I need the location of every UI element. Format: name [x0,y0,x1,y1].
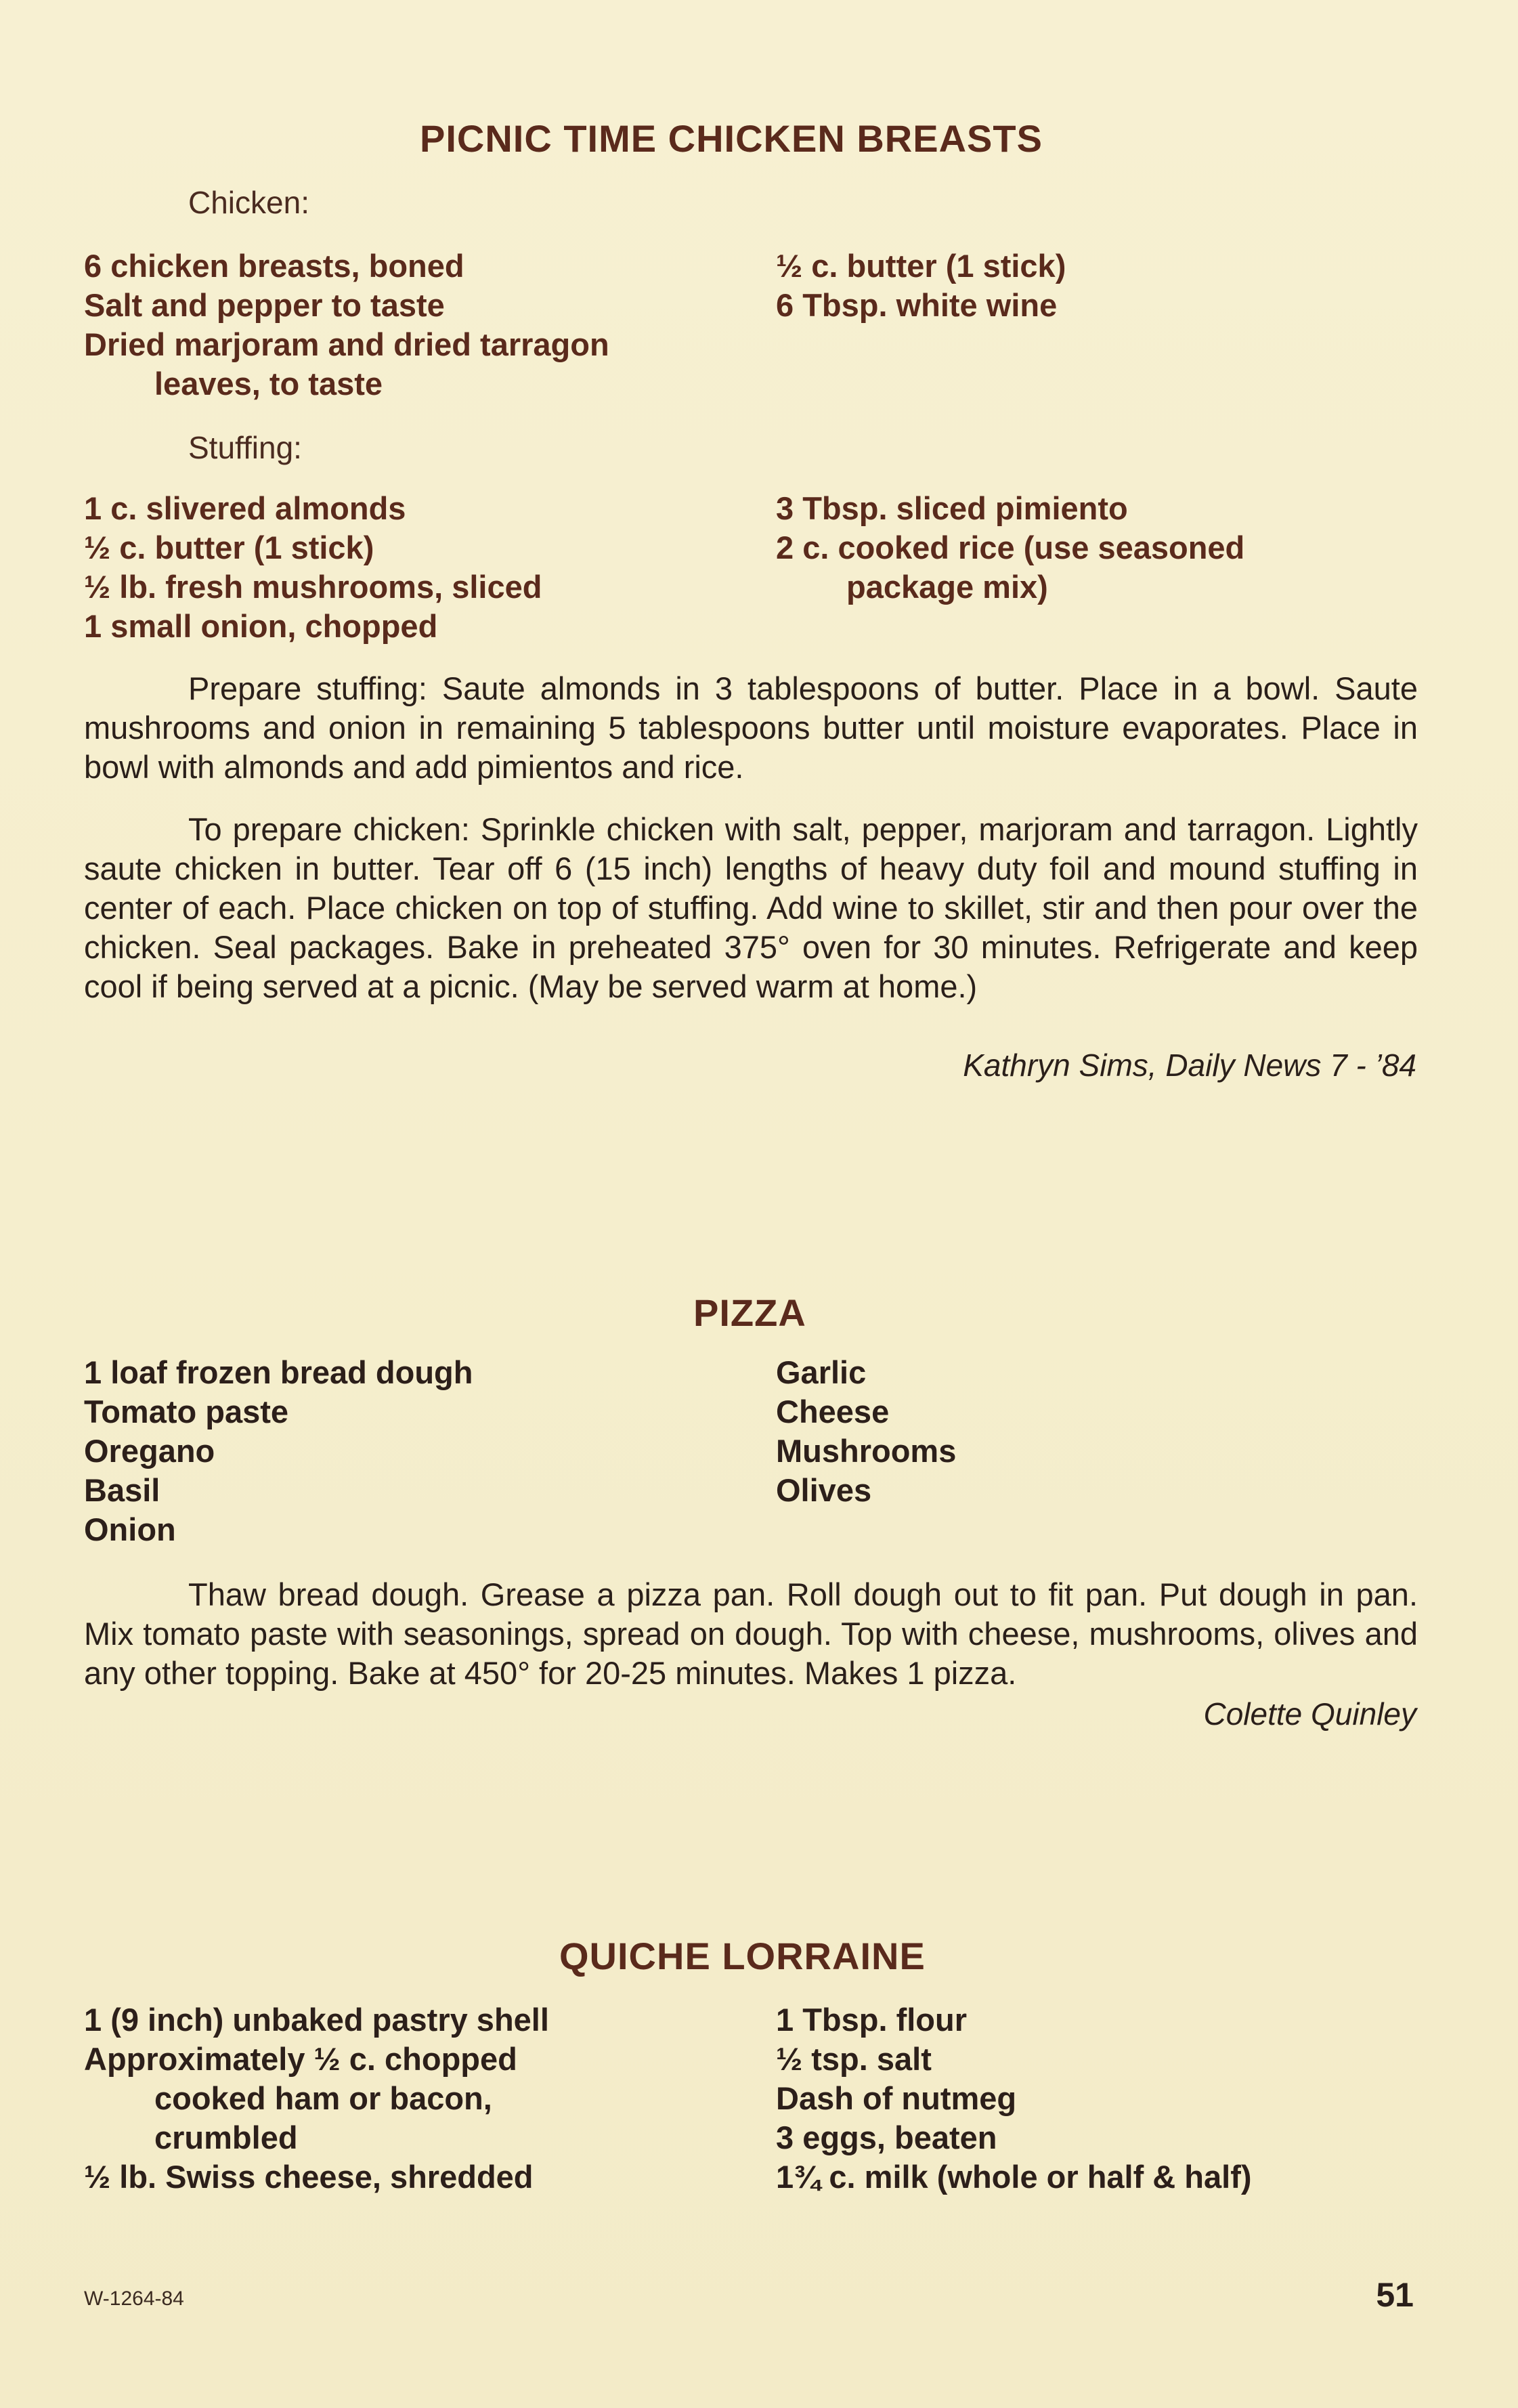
ingredient-item: Dried marjoram and dried tarragon [84,326,609,362]
recipe-title: PICNIC TIME CHICKEN BREASTS [420,117,1043,160]
quiche-ingredients-right [776,2000,1252,2197]
ingredient-item: cooked ham or bacon, [154,2080,492,2116]
recipe-title: QUICHE LORRAINE [559,1935,926,1977]
ingredient-item: package mix) [846,569,1048,605]
ingredient-item: crumbled [154,2120,298,2155]
instructions-paragraph: To prepare chicken: Sprinkle chicken with salt, pepper, marjoram and tarragon. Lightly saute chicken in butter. Tear off 6 (15 inch) lengths of heavy duty foil and mound stuffing in center of each. Place chicken on top of stuffing. Add wine to skillet, stir and then pour over the chicken. Seal packages. Bake in preheated 375° oven for 30 minutes. Refrigerate and keep cool if being served at a picnic. (May be served warm at home.) [84,811,1418,1004]
ingredient-item: Tomato paste [84,1394,289,1429]
ingredient-item: 6 Tbsp. white wine [776,287,1058,323]
page-number: 51 [1376,2276,1414,2314]
pizza-ingredients-left [84,1353,473,1549]
chicken-section-label: Chicken: [188,185,309,220]
ingredient-item: Onion [84,1511,176,1547]
ingredient-item: Salt and pepper to taste [84,287,445,323]
ingredient-item: leaves, to taste [154,366,383,402]
ingredient-item: 1 (9 inch) unbaked pastry shell [84,2002,549,2038]
chicken-ingredients-right [776,246,1066,325]
stuffing-ingredients-left [84,489,542,646]
recipe-title: PIZZA [693,1291,806,1334]
ingredient-item: ½ c. butter (1 stick) [776,248,1066,284]
ingredient-item: Cheese [776,1394,890,1429]
ingredient-item: 1 small onion, chopped [84,608,438,644]
ingredient-item: Mushrooms [776,1433,957,1469]
recipe-attribution: Colette Quinley [1203,1696,1416,1732]
ingredient-item: Basil [84,1472,160,1508]
ingredient-item: ½ lb. fresh mushrooms, sliced [84,569,542,605]
stuffing-ingredients-right [776,489,1244,607]
chicken-ingredients-left [84,246,609,404]
ingredient-item: Oregano [84,1433,215,1469]
instructions-paragraph: Thaw bread dough. Grease a pizza pan. Roll dough out to fit pan. Put dough in pan. Mix tomato paste with seasonings, spread on dough. Top with cheese, mushrooms, olives and any other topping. Bake at 450° for 20-25 minutes. Makes 1 pizza. [84,1576,1418,1691]
ingredient-item: ½ c. butter (1 stick) [84,530,374,565]
document-code: W-1264-84 [84,2287,184,2310]
ingredient-item: ½ tsp. salt [776,2041,932,2077]
ingredient-item: 1 c. slivered almonds [84,490,406,526]
ingredient-item: Olives [776,1472,872,1508]
ingredient-item: 1 loaf frozen bread dough [84,1354,473,1390]
quiche-ingredients-left [84,2000,549,2197]
instructions-paragraph: Prepare stuffing: Saute almonds in 3 tablespoons of butter. Place in a bowl. Saute mushrooms and onion in remaining 5 tablespoons butter until moisture evaporates. Place in bowl with almonds and add pimientos and rice. [84,670,1418,785]
ingredient-item: 2 c. cooked rice (use seasoned [776,530,1245,565]
pizza-ingredients-right [776,1353,956,1510]
ingredient-item: Approximately ½ c. chopped [84,2041,517,2077]
ingredient-item: 3 Tbsp. sliced pimiento [776,490,1128,526]
ingredient-item: 1¾ c. milk (whole or half & half) [776,2159,1252,2195]
stuffing-section-label: Stuffing: [188,430,302,465]
ingredient-item: Dash of nutmeg [776,2080,1017,2116]
ingredient-item: 3 eggs, beaten [776,2120,997,2155]
ingredient-item: Garlic [776,1354,867,1390]
ingredient-item: 6 chicken breasts, boned [84,248,464,284]
ingredient-item: ½ lb. Swiss cheese, shredded [84,2159,534,2195]
ingredient-item: 1 Tbsp. flour [776,2002,967,2038]
recipe-attribution: Kathryn Sims, Daily News 7 - ’84 [963,1048,1416,1083]
